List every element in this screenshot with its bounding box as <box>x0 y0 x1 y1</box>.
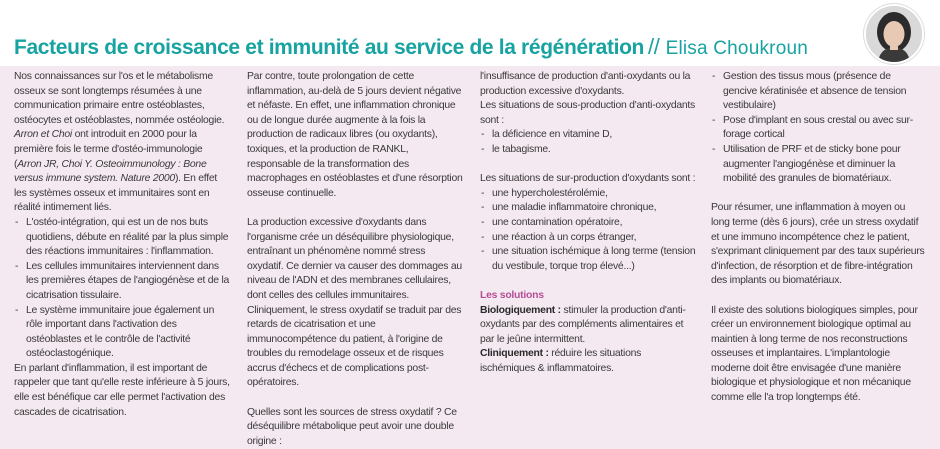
paragraph <box>14 128 230 216</box>
paragraph-text: ont introduit en 2000 pour la première fois le terme d'ostéo-immunologie ( <box>14 129 203 170</box>
paragraph: Les situations de sous-production d'anti-oxydants sont : <box>480 100 695 126</box>
author-portrait-icon <box>866 6 922 62</box>
list-item: - Pose d'implant en sous crestal ou avec sur-forage cortical <box>711 114 926 143</box>
list-item: - Utilisation de PRF et de sticky bone pour augmenter l'angiogénèse et diminuer la mobilité des granules de biomatériaux. <box>711 143 926 187</box>
paragraph: En parlant d'inflammation, il est important de rappeler que tant qu'elle reste inférieure à 5 jours, elle est bénéfique car elle permet l'activation des cascades de cicatrisation. <box>14 362 230 418</box>
paragraph <box>480 347 696 376</box>
list-item: - Gestion des tissus mous (présence de gencive kératinisée et absence de tension vestibulaire) <box>711 70 926 114</box>
header <box>0 0 940 66</box>
paragraph: Par contre, toute prolongation de cette inflammation, au-delà de 5 jours devient négative et néfaste. En effet, une inflammation chronique ou de longue durée augmente à la fois la production de radicaux libres (ou oxydants), toxiques, et la production de RANKL, responsable de la transformation des macrophages en ostéoblastes et d'une résorption osseuse continuelle. <box>247 71 463 199</box>
article-title <box>14 34 808 60</box>
list-item: - une réaction à un corps étranger, <box>480 231 696 246</box>
list-item: - une contamination opératoire, <box>480 216 696 231</box>
column-1 <box>14 70 230 420</box>
column-4 <box>711 70 926 406</box>
author-avatar <box>864 4 924 64</box>
paragraph: Nos connaissances sur l'os et le métabolisme osseux se sont longtemps résumées à une communication primaire entre ostéoblastes, ostéocytes et ostéoblastes, nommée ostéologie. <box>14 71 225 126</box>
column-3 <box>480 70 696 376</box>
list-item: - Le système immunitaire joue également un rôle important dans l'activation des ostéoblastes et le contrôle de l'activité ostéoclastogénique. <box>14 304 230 362</box>
list-item: - la déficience en vitamine D, <box>480 128 696 143</box>
title-text: Facteurs de croissance et immunité au service de la régénération <box>14 36 645 59</box>
list-item: - une situation ischémique à long terme (tension du vestibule, torque trop élevé...) <box>480 245 696 274</box>
bullet-list <box>14 216 230 362</box>
list-item: - le tabagisme. <box>480 143 696 158</box>
paragraph-text: stimuler la production d'anti-oxydants par des compléments alimentaires et par le jeûne intermittent. <box>480 304 686 345</box>
paragraph: Il existe des solutions biologiques simples, pour créer un environnement biologique optimal au maintien à long terme de nos reconstructions osseuses et implantaires. L'implantologie moderne doit être envisagée d'une manière biologique et physiologique et non mécanique comme elle l'a trop longtemps été. <box>711 304 918 404</box>
list-item: - une hypercholestérolémie, <box>480 187 696 202</box>
paragraph: l'insuffisance de production d'anti-oxydants ou la production excessive d'oxydants. <box>480 71 691 97</box>
column-2 <box>247 70 463 449</box>
bold-label: Biologiquement : <box>480 304 561 316</box>
list-item: - L'ostéo-intégration, qui est un de nos buts quotidiens, débute en réalité par la plus simple des réactions immunitaires : l'inflammation. <box>14 216 230 260</box>
citation-authors: Arron et Choi <box>14 129 72 141</box>
bullet-list <box>480 128 696 157</box>
paragraph-text: réduire les situations ischémiques & inflammatoires. <box>480 348 642 374</box>
paragraph <box>480 304 696 348</box>
solutions-heading: Les solutions <box>480 289 544 301</box>
citation-reference: Arron JR, Choi Y. Osteoimmunology : Bone versus immune system. Nature 2000 <box>14 158 207 185</box>
bullet-list <box>711 70 926 187</box>
list-item: - Les cellules immunitaires interviennent dans les premières étapes de l'angiogénèse et de la cicatrisation tissulaire. <box>14 260 230 304</box>
paragraph-text: ). En effet les systèmes osseux et immunitaires sont en réalité intimement liés. <box>14 173 218 214</box>
paragraph: Quelles sont les sources de stress oxydatif ? Ce déséquilibre métabolique peut avoir une double origine : <box>247 406 457 447</box>
paragraph: La production excessive d'oxydants dans l'organisme crée un déséquilibre physiologique, entraînant un phénomène nommé stress oxydatif. Ce dernier va causer des dommages au niveau de l'ADN et des membranes cellulaires, dont celles des cellules immunitaires. Cliniquement, le stress oxydatif se traduit par des retards de cicatrisation et une immunocompétence du patient, à l'origine de troubles du remodelage osseux et de risques accrus d'échecs et de complications post-opératoires. <box>247 216 462 389</box>
bold-label: Cliniquement : <box>480 348 549 360</box>
list-item: - une maladie inflammatoire chronique, <box>480 201 696 216</box>
paragraph: Les situations de sur-production d'oxydants sont : <box>480 173 696 185</box>
title-separator: // <box>648 34 660 59</box>
paragraph: Pour résumer, une inflammation à moyen ou long terme (dès 6 jours), crée un stress oxydatif et une immuno incompétence chez le patient, s'exprimant cliniquement par des taux supérieurs d'infection, de résorption et de fibre-intégration des implants ou biomatériaux. <box>711 202 925 287</box>
bullet-list <box>480 187 696 275</box>
author-name: Elisa Choukroun <box>665 38 808 59</box>
